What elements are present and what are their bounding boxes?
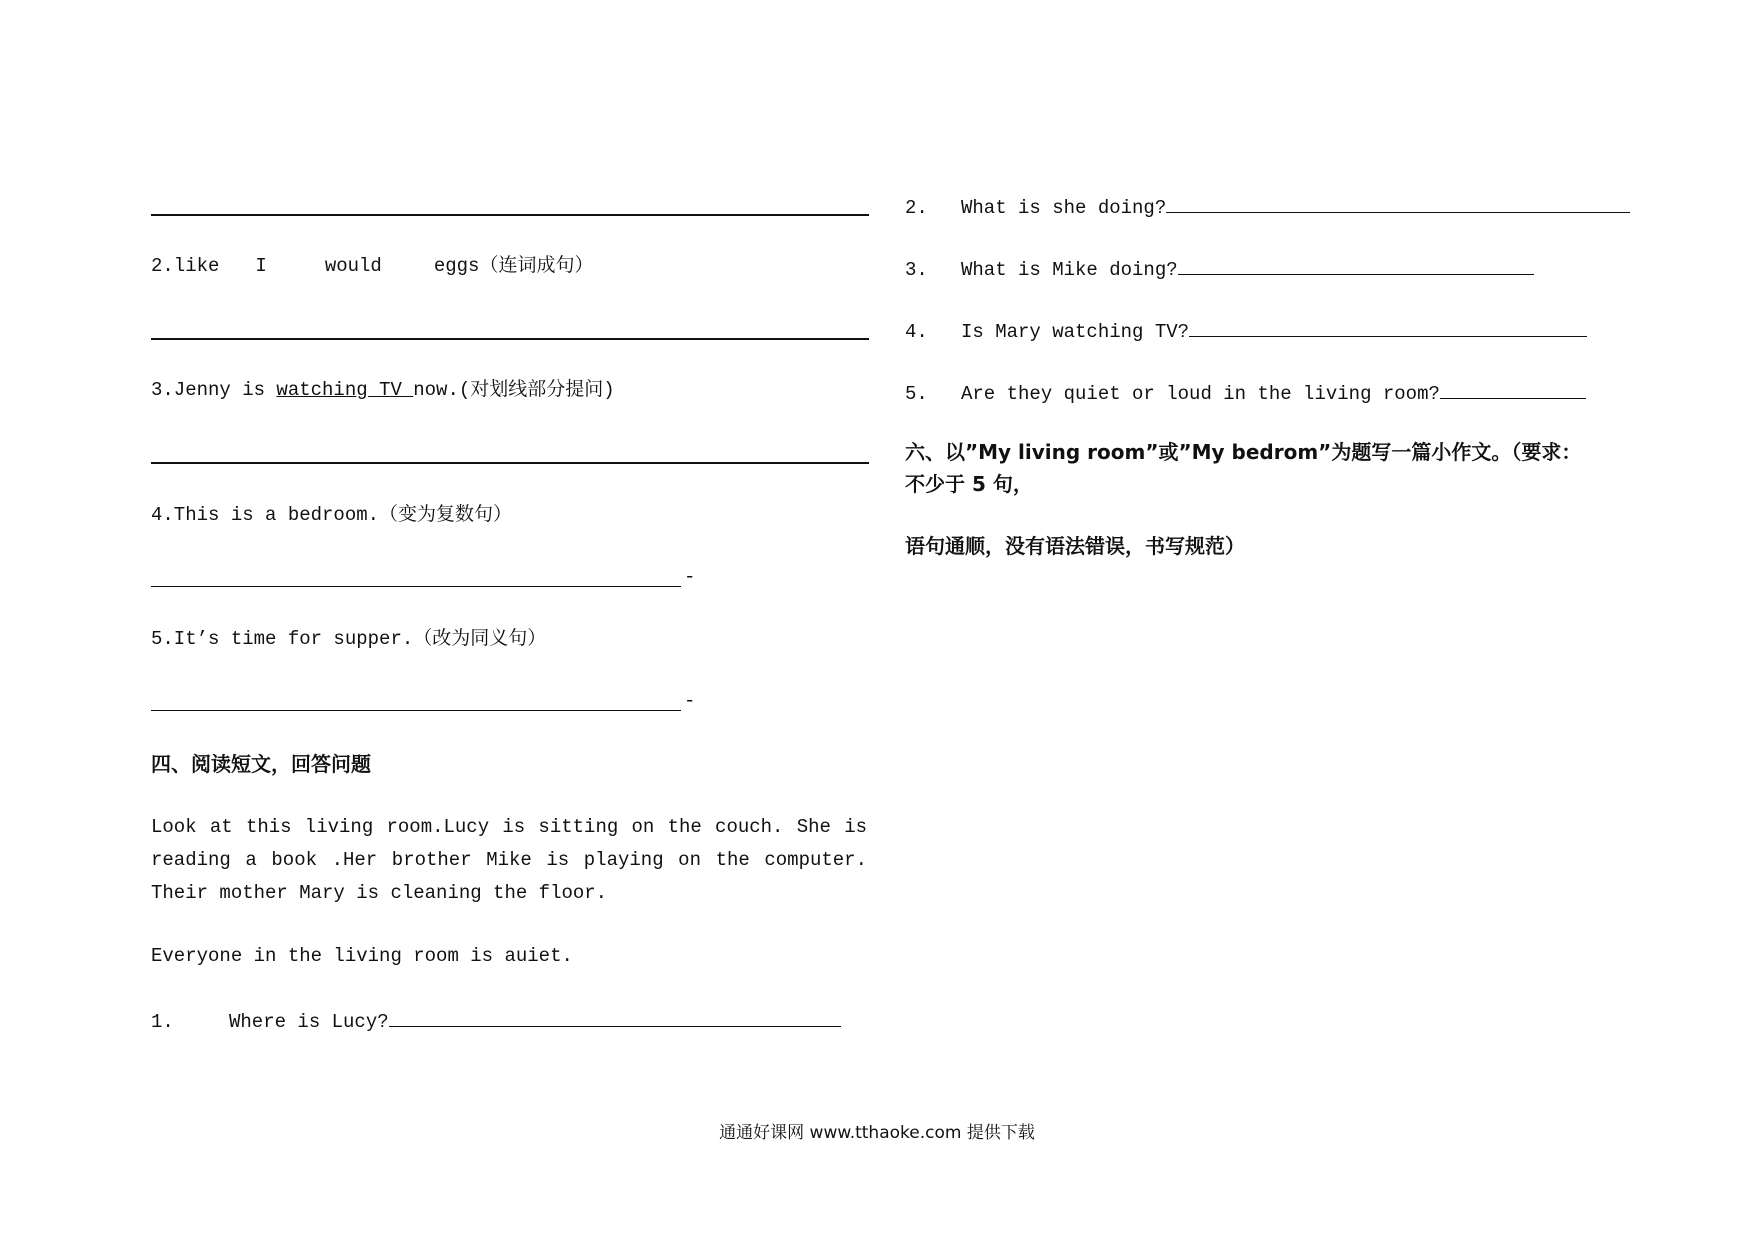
answer-line-q3[interactable] [151,462,869,464]
q2-word-2: I [255,255,267,277]
rq1-num: 1. [151,1011,174,1033]
rq3-text: What is Mike doing? [961,259,1178,281]
q5-note: （改为同义句） [413,628,547,650]
section-6-title: 六、以”My living room”或”My bedrom”为题写一篇小作文。（要求： [905,440,1582,464]
q2-word-4: eggs [433,255,480,277]
q3-suffix: now. [413,379,459,401]
rq2-text: What is she doing? [961,197,1167,219]
section-6-requirement-2: 语句通顺，没有语法错误，书写规范） [905,534,1245,558]
rq3-num: 3. [905,259,928,281]
section-6-requirement: 不少于 5 句， [905,472,1033,496]
question-2 [151,254,593,278]
reading-passage-2: Everyone in the living room is auiet. [151,945,573,967]
rq4-num: 4. [905,321,928,343]
reading-question-1 [151,1006,841,1034]
rq4-text: Is Mary watching TV? [961,321,1190,343]
q2-note: （连词成句） [479,255,594,277]
reading-question-2 [905,192,1630,220]
rq2-answer-line[interactable] [1166,192,1630,213]
answer-line-q4[interactable] [151,586,681,587]
q4-text: 4.This is a bedroom. [151,504,380,526]
answer-line-q5[interactable] [151,710,681,711]
reading-question-5 [905,378,1586,406]
q2-word-1: 2.like [151,255,220,277]
q2-word-3: would [324,255,382,277]
q5-dash: - [684,690,696,712]
question-5 [151,627,546,651]
q3-note: (对划线部分提问) [458,379,615,401]
rq1-text: Where is Lucy? [229,1011,389,1033]
q5-text: 5.It’s time for supper. [151,628,414,650]
rq5-text: Are they quiet or loud in the living room? [961,383,1440,405]
q3-prefix: 3.Jenny is [151,379,277,401]
question-3 [151,378,615,402]
page-footer: 通通好课网 www.tthaoke.com 提供下载 [719,1123,1035,1143]
q4-note: （变为复数句） [379,504,513,526]
rq3-answer-line[interactable] [1178,254,1534,275]
reading-question-3 [905,254,1534,282]
rq2-num: 2. [905,197,928,219]
reading-passage: Look at this living room.Lucy is sitting on the couch. She is reading a book .Her brother Mike is playing on the computer. Their mother Mary is cleaning the floor. [151,816,867,904]
answer-line-q2[interactable] [151,338,869,340]
answer-line-q1[interactable] [151,214,869,216]
rq1-answer-line[interactable] [389,1006,841,1027]
question-4 [151,503,512,527]
rq5-num: 5. [905,383,928,405]
rq4-answer-line[interactable] [1189,316,1587,337]
q4-dash: - [684,566,696,588]
rq5-answer-line[interactable] [1440,378,1586,399]
q3-underlined: watching TV [276,379,414,401]
reading-question-4 [905,316,1587,344]
section-4-title: 四、阅读短文，回答问题 [151,752,371,776]
